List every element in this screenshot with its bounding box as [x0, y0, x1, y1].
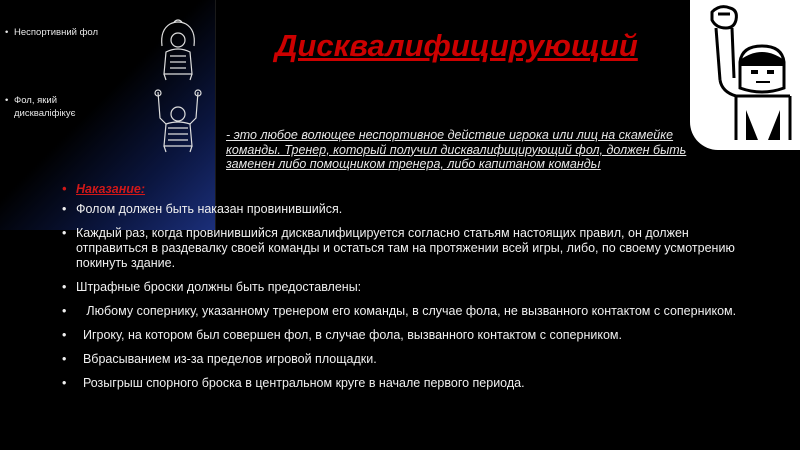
referee-unsportsmanlike-figure: [152, 16, 204, 82]
slide-title: Дисквалифицирующий: [275, 28, 638, 63]
list-item: • Штрафные броски должны быть предоставлены:: [62, 280, 362, 294]
list-item-penalty-heading: • Наказание:: [62, 182, 146, 196]
rules-list: [62, 182, 752, 400]
definition-text: - это любое волющее неспортивное действие игрока или лиц на скамейке команды. Тренер, который получил дисквалифицирующий фол, должен быть заменен либо помощником тренера, либо капитаном командьı: [226, 128, 687, 171]
list-item: • Фолом должен быть наказан провинившийся.: [62, 202, 343, 216]
signal-label-unsportsmanlike: • Неспортивний фол: [5, 27, 99, 38]
list-item: • Игроку, на котором был совершен фол, в случае фола, вызванного контактом с соперником.: [62, 328, 622, 342]
list-item: • Каждый раз, когда провинившийся дисквалифицируется согласно статьям настоящих правил, он должен отправиться в раздевалку своей команды и остаться там на протяжении всей игры, либо, по своему усмотрению покинуть здание.: [62, 226, 735, 270]
list-item: • Розыгрыш спорного броска в центральном круге в начале первого периода.: [62, 376, 525, 390]
referee-disqualifying-figure: [150, 88, 206, 154]
list-item: • Любому сопернику, указанному тренером его команды, в случае фола, не вызванного контактом с соперником.: [62, 304, 737, 318]
signal-label-disqualifying: • Фол, який дискваліфікує: [5, 95, 76, 119]
list-item: • Вбрасыванием из-за пределов игровой площадки.: [62, 352, 377, 366]
